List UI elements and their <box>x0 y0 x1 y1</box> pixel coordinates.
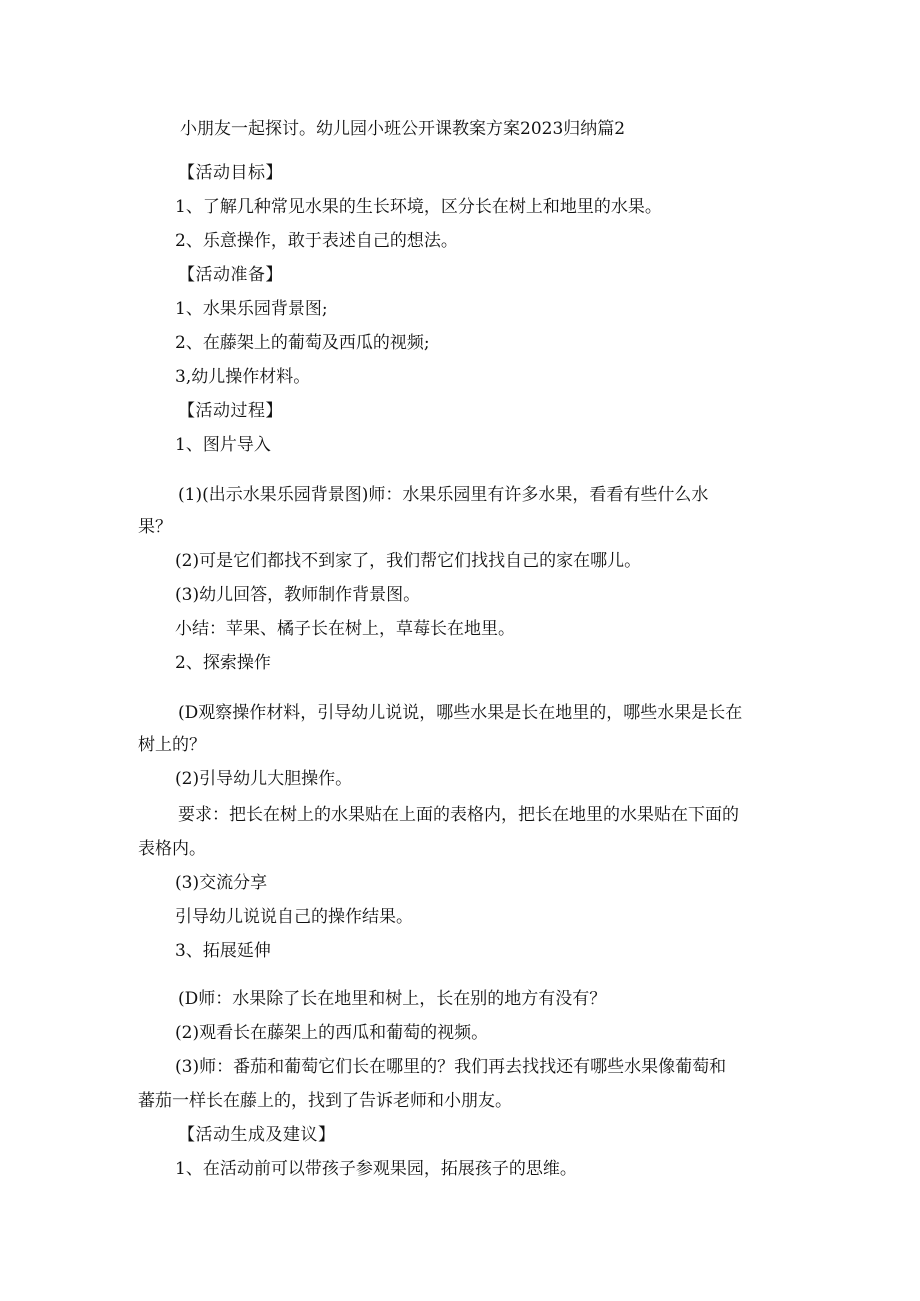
prep-heading: 【活动准备】 <box>178 265 283 285</box>
step2-title: 2、探索操作 <box>175 653 271 673</box>
step3-title: 3、拓展延伸 <box>175 941 271 961</box>
step1-item1-line1: (1)(出示水果乐园背景图)师：水果乐园里有许多水果，看看有些什么水 <box>178 485 709 505</box>
step3-item3-line2: 蕃茄一样长在藤上的，找到了告诉老师和小朋友。 <box>138 1091 512 1111</box>
step3-item2: (2)观看长在藤架上的西瓜和葡萄的视频。 <box>175 1023 489 1043</box>
suggest-heading: 【活动生成及建议】 <box>178 1125 336 1145</box>
step2-item1-line2: 树上的？ <box>138 735 206 755</box>
step2-guide: 引导幼儿说说自己的操作结果。 <box>175 907 413 927</box>
step1-summary: 小结：苹果、橘子长在树上，草莓长在地里。 <box>175 619 515 639</box>
step2-item3: (3)交流分享 <box>175 873 268 893</box>
step2-requirement-line2: 表格内。 <box>138 839 206 859</box>
step2-requirement-line1: 要求：把长在树上的水果贴在上面的表格内，把长在地里的水果贴在下面的 <box>178 805 739 825</box>
intro-line: 小朋友一起探讨。幼儿园小班公开课教案方案2023归纳篇2 <box>180 119 626 139</box>
suggest-item-1: 1、在活动前可以带孩子参观果园，拓展孩子的思维。 <box>175 1159 577 1179</box>
step1-item3: (3)幼儿回答，教师制作背景图。 <box>175 585 421 605</box>
step1-item1-line2: 果？ <box>138 517 172 537</box>
step2-item2: (2)引导幼儿大胆操作。 <box>175 769 353 789</box>
goal-item-2: 2、乐意操作，敢于表述自己的想法。 <box>175 231 458 251</box>
goal-item-1: 1、了解几种常见水果的生长环境，区分长在树上和地里的水果。 <box>175 197 662 217</box>
prep-item-3: 3,幼儿操作材料。 <box>175 367 311 387</box>
goals-heading: 【活动目标】 <box>178 163 283 183</box>
step3-item1: (D师：水果除了长在地里和树上，长在别的地方有没有？ <box>178 989 607 1009</box>
step1-title: 1、图片导入 <box>175 435 271 455</box>
process-heading: 【活动过程】 <box>178 401 283 421</box>
prep-item-2: 2、在藤架上的葡萄及西瓜的视频; <box>175 333 430 353</box>
step2-item1-line1: (D观察操作材料，引导幼儿说说，哪些水果是长在地里的，哪些水果是长在 <box>178 703 743 723</box>
prep-item-1: 1、水果乐园背景图; <box>175 299 328 319</box>
step1-item2: (2)可是它们都找不到家了，我们帮它们找找自己的家在哪儿。 <box>175 551 642 571</box>
step3-item3-line1: (3)师：番茄和葡萄它们长在哪里的？我们再去找找还有哪些水果像葡萄和 <box>175 1057 727 1077</box>
